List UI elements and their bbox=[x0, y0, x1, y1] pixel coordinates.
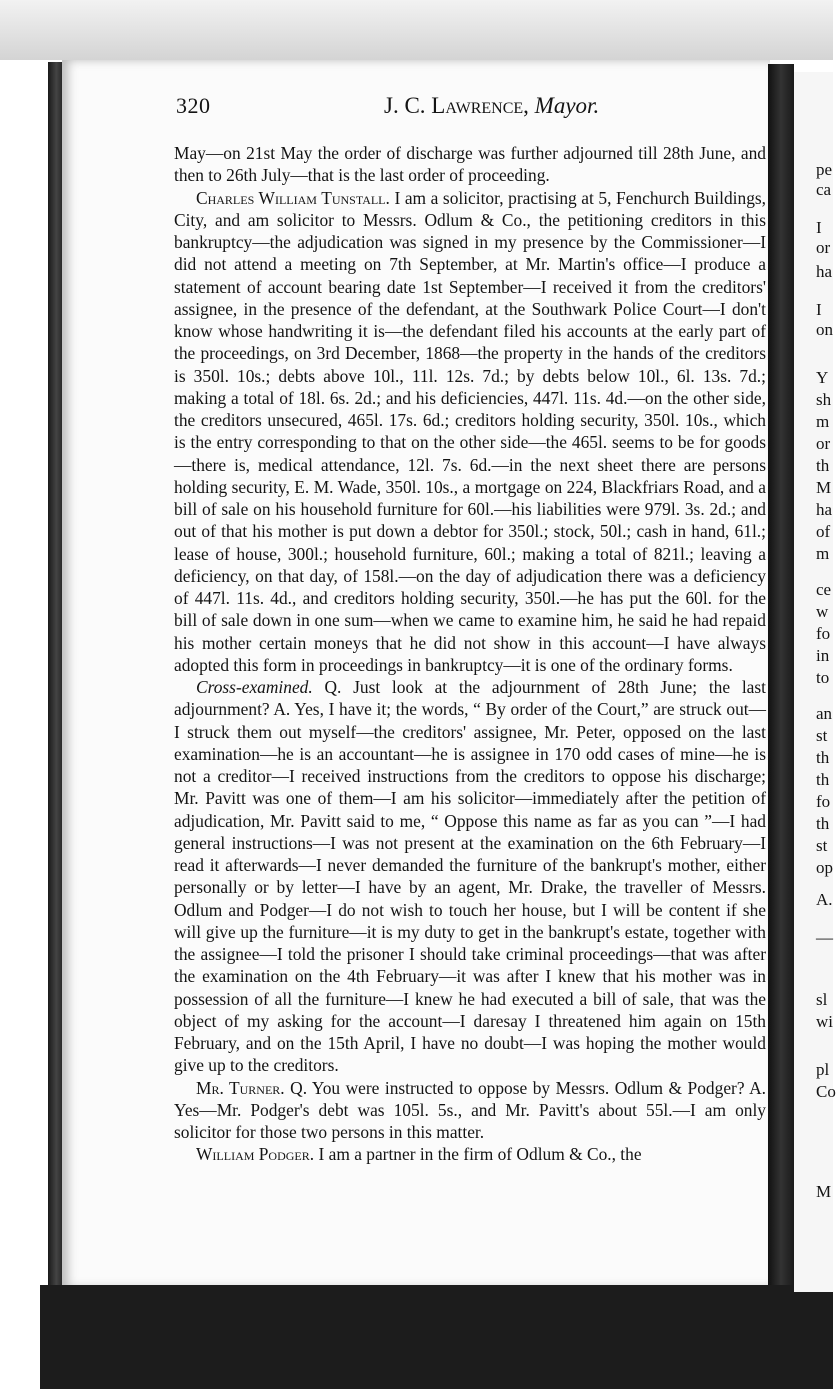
body-text bbox=[174, 142, 766, 1166]
facing-page-fragment: th bbox=[816, 748, 830, 767]
facing-page-fragment: sh bbox=[816, 390, 832, 409]
running-head bbox=[384, 93, 599, 119]
paragraph-testimony-tunstall bbox=[174, 187, 766, 677]
book-gutter bbox=[768, 64, 794, 1294]
speaker-name: William Podger. bbox=[196, 1144, 315, 1165]
facing-page-fragment: of bbox=[816, 522, 831, 541]
facing-page-fragment: op bbox=[816, 858, 833, 877]
scan-background-bottom bbox=[40, 1285, 833, 1389]
facing-page-fragment: on bbox=[816, 320, 833, 339]
facing-page-fragment: Y bbox=[816, 368, 829, 387]
facing-page-fragment: an bbox=[816, 704, 833, 723]
facing-page-fragment: ca bbox=[816, 180, 832, 199]
facing-page-fragment: or bbox=[816, 434, 831, 453]
facing-page-fragment: th bbox=[816, 814, 830, 833]
facing-page-fragment: fo bbox=[816, 792, 831, 811]
facing-page-fragment: wi bbox=[816, 1012, 833, 1031]
facing-page-fragment: A. bbox=[816, 890, 833, 909]
facing-page-fragment: — bbox=[816, 928, 833, 947]
paragraph-text: I am a partner in the firm of Odlum & Co., the bbox=[314, 1144, 642, 1165]
book-spine-edge bbox=[48, 62, 62, 1297]
running-head-suffix: , bbox=[523, 93, 535, 118]
facing-page-fragment: fo bbox=[816, 624, 831, 643]
paragraph-turner bbox=[174, 1077, 766, 1144]
running-head-name: Lawrence bbox=[431, 93, 524, 118]
facing-page-edge bbox=[794, 72, 836, 1292]
facing-page-fragment: M bbox=[816, 478, 832, 497]
facing-page-fragment: th bbox=[816, 456, 830, 475]
facing-page-fragment: pe bbox=[816, 160, 833, 179]
facing-page-fragment: I bbox=[816, 218, 822, 237]
paragraph-text: I am a solicitor, practising at 5, Fenchurch Buildings, City, and am solicitor to Messrs. Odlum & Co., the petitioning creditors in this bankruptcy—the adjudication was signed in my presence by the Commissioner—I did not attend a meeting on 7th September, at Mr. Martin's office—I produce a statement of account bearing date 1st September—I received it from the creditors' assignee, in the presence of the defendant, at the Southwark Police Court—I don't know whose handwriting it is—the defendant filed his accounts at the early part of the proceedings, on 3rd December, 1868—the property in the hands of the creditors is 350l. 10s.; debts above 10l., 11l. 12s. 7d.; by debts below 10l., 6l. 13s. 7d.; making a total of 18l. 6s. 2d.; and his deficiencies, 447l. 11s. 4d.—on the other side, the creditors unsecured, 465l. 17s. 6d.; creditors holding security, 350l. 10s., which is the entry corresponding to that on the other side—the 465l. seems to be for goods—there is, medical attendance, 12l. 7s. 6d.—in the next sheet there are persons holding security, E. M. Wade, 350l. 10s., a mortgage on 224, Blackfriars Road, and a bill of sale on his household furniture for 60l.—his liabilities were 979l. 3s. 2d.; and out of that his mother is put down a debtor for 350l.; stock, 50l.; cash in hand, 61l.; lease of house, 300l.; household furniture, 60l.; making a total of 821l.; leaving a deficiency, on that day, of 158l.—on the day of adjudication there was a deficiency of 447l. 11s. 4d., and creditors holding security, 350l.—he has put the 60l. for the bill of sale down in one sum—when we came to examine him, he said he had repaid his mother certain moneys that he did not show in this account—I have always adopted this form in proceedings in bankruptcy—it is one of the ordinary forms. bbox=[174, 187, 767, 675]
facing-page-fragment: pl bbox=[816, 1060, 830, 1079]
facing-page-fragment: w bbox=[816, 602, 829, 621]
facing-page-fragment: ce bbox=[816, 580, 832, 599]
facing-page-fragment: st bbox=[816, 726, 828, 745]
page-header bbox=[176, 93, 736, 125]
section-label: Cross-examined. bbox=[196, 677, 313, 697]
facing-page-fragment: m bbox=[816, 544, 830, 563]
facing-page-fragment: or bbox=[816, 238, 831, 257]
facing-page-fragment: I bbox=[816, 300, 822, 319]
facing-page-fragment: th bbox=[816, 770, 830, 789]
facing-page-fragment: st bbox=[816, 836, 828, 855]
facing-page-fragment: in bbox=[816, 646, 830, 665]
speaker-name: Mr. Turner. bbox=[196, 1077, 285, 1098]
facing-page-fragment: M bbox=[816, 1182, 832, 1201]
facing-page-fragment: to bbox=[816, 668, 830, 687]
facing-page-fragment: Co bbox=[816, 1082, 836, 1101]
speaker-name: Charles William Tunstall. bbox=[196, 187, 390, 208]
paragraph-cross-examination bbox=[174, 676, 766, 1077]
paragraph-text: Q. Just look at the adjournment of 28th June; the last adjournment? A. Yes, I have it; the words, “ By order of the Court,” are struck out—I struck them out myself—the creditors' assignee, Mr. Peter, opposed on the last examination—he is an accountant—he is assignee in 170 odd cases of mine—he is not a creditor—I received instructions from the creditors to oppose his discharge; Mr. Pavitt was one of them—I am his solicitor—immediately after the petition of adjudication, Mr. Pavitt said to me, “ Oppose this name as far as you can ”—I had general instructions—I was not present at the examination on the 6th February—I read it afterwards—I never demanded the furniture of the bankrupt's mother, either personally or by letter—I have by an agent, Mr. Drake, the traveller of Messrs. Odlum and Podger—I do not wish to touch her house, but I will be content if she will give up the furniture—it is my duty to get in the bankrupt's estate, together with the assignee—I told the prisoner I should take criminal proceedings—that was after the examination on the 4th February—it was after I knew that his mother was in possession of all the furniture—I knew he had executed a bill of sale, that was the object of my asking for the account—I daresay I threatened him again on 15th February, and on the 15th April, I have no doubt—I was hoping the mother would give up to the creditors. bbox=[174, 677, 766, 1076]
paragraph-testimony-podger bbox=[174, 1143, 766, 1165]
facing-page-fragment: ha bbox=[816, 262, 833, 281]
running-head-prefix: J. C. bbox=[384, 93, 432, 118]
running-head-office: Mayor. bbox=[534, 93, 600, 118]
page-number: 320 bbox=[176, 93, 211, 118]
facing-page-fragment: sl bbox=[816, 990, 828, 1009]
facing-page-fragment: m bbox=[816, 412, 830, 431]
paragraph-continuation bbox=[174, 142, 766, 187]
paragraph-text: May—on 21st May the order of discharge was further adjourned till 28th June, and then to 26th July—that is the last order of proceeding. bbox=[174, 143, 766, 186]
scan-background-top bbox=[0, 0, 833, 60]
paragraph-text: Q. You were instructed to oppose by Messrs. Odlum & Podger? A. Yes—Mr. Podger's debt was 105l. 5s., and Mr. Pavitt's about 55l.—I am only solicitor for those two persons in this matter. bbox=[174, 1077, 766, 1142]
facing-page-fragment: ha bbox=[816, 500, 833, 519]
